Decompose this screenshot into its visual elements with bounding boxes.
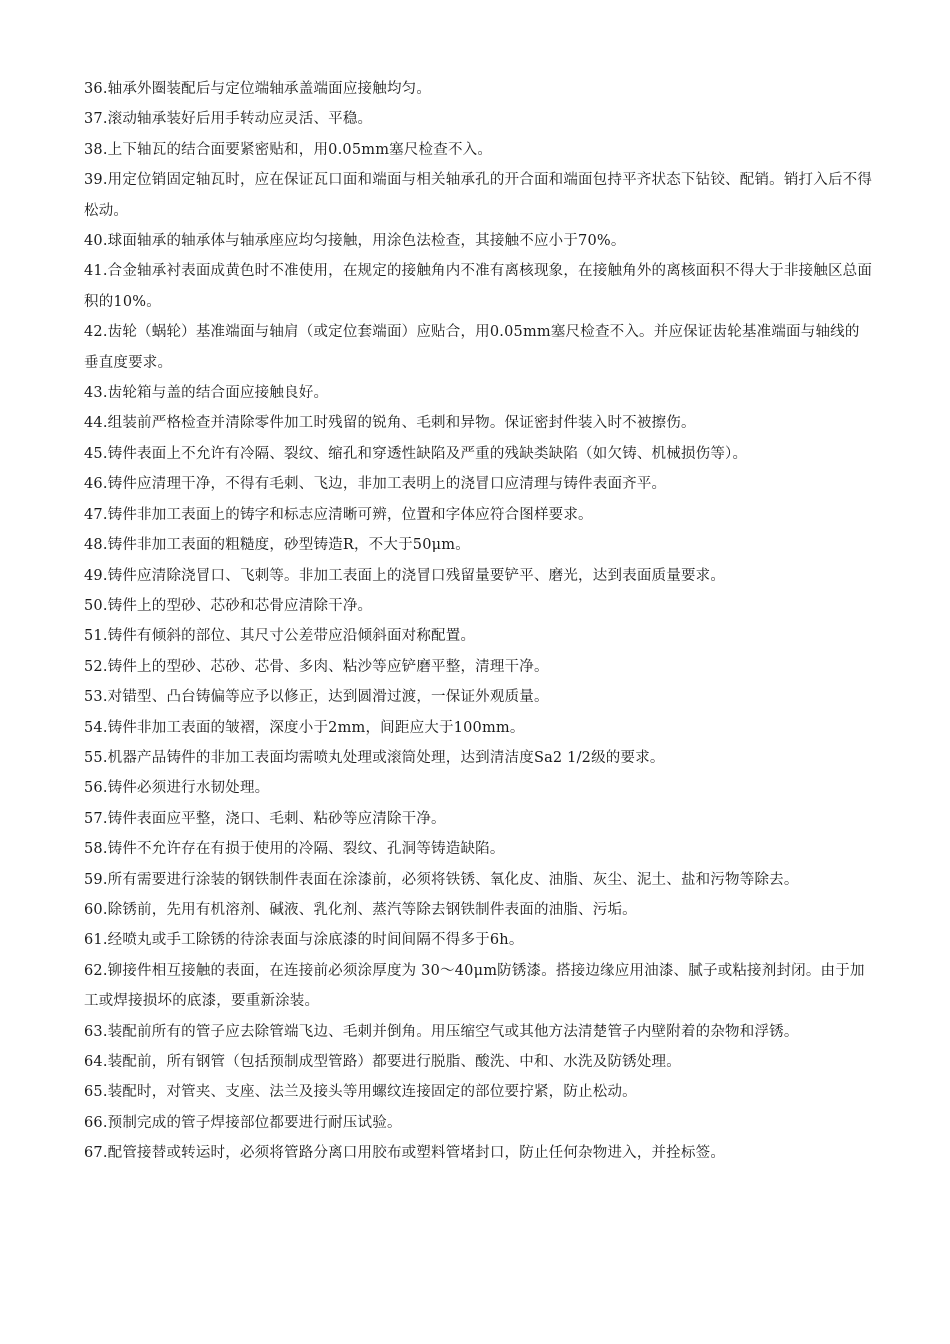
list-item: 50.铸件上的型砂、芯砂和芯骨应清除干净。	[84, 597, 373, 614]
list-item: 66.预制完成的管子焊接部位都要进行耐压试验。	[84, 1114, 402, 1131]
list-item: 51.铸件有倾斜的部位、其尺寸公差带应沿倾斜面对称配置。	[84, 628, 476, 645]
list-item: 54.铸件非加工表面的皱褶，深度小于2mm，间距应大于100mm。	[84, 719, 525, 736]
list-item: 63.装配前所有的管子应去除管端飞边、毛刺并倒角。用压缩空气或其他方法清楚管子内壁附着的杂物和浮锈。	[84, 1023, 799, 1040]
list-item: 61.经喷丸或手工除锈的待涂表面与涂底漆的时间间隔不得多于6h。	[84, 932, 524, 949]
requirements-list	[84, 74, 874, 1169]
list-item: 47.铸件非加工表面上的铸字和标志应清晰可辨，位置和字体应符合图样要求。	[84, 506, 593, 523]
list-item: 38.上下轴瓦的结合面要紧密贴和，用0.05mm塞尺检查不入。	[84, 141, 493, 158]
list-item: 46.铸件应清理干净，不得有毛刺、飞边，非加工表明上的浇冒口应清理与铸件表面齐平。	[84, 476, 667, 493]
list-item: 65.装配时，对管夹、支座、法兰及接头等用螺纹连接固定的部位要拧紧，防止松动。	[84, 1084, 637, 1101]
list-item: 64.装配前，所有钢管（包括预制成型管路）都要进行脱脂、酸洗、中和、水洗及防锈处理。	[84, 1054, 681, 1070]
list-item: 59.所有需要进行涂装的钢铁制件表面在涂漆前，必须将铁锈、氧化皮、油脂、灰尘、泥土、盐和污物等除去。	[84, 871, 799, 888]
list-item: 53.对错型、凸台铸偏等应予以修正，达到圆滑过渡，一保证外观质量。	[84, 689, 549, 706]
list-item: 57.铸件表面应平整，浇口、毛刺、粘砂等应清除干净。	[84, 810, 446, 827]
list-item: 67.配管接替或转运时，必须将管路分离口用胶布或塑料管堵封口，防止任何杂物进入，并拴标签。	[84, 1145, 726, 1162]
list-item: 58.铸件不允许存在有损于使用的冷隔、裂纹、孔洞等铸造缺陷。	[84, 841, 505, 858]
list-item: 39.用定位销固定轴瓦时，应在保证瓦口面和端面与相关轴承孔的开合面和端面包持平齐状态下钻铰、配销。销打入后不得松动。	[84, 172, 873, 219]
list-item: 55.机器产品铸件的非加工表面均需喷丸处理或滚筒处理，达到清洁度Sa2 1/2级的要求。	[84, 749, 665, 766]
list-item: 43.齿轮箱与盖的结合面应接触良好。	[84, 385, 329, 402]
list-item: 40.球面轴承的轴承体与轴承座应均匀接触，用涂色法检查，其接触不应小于70%。	[84, 233, 626, 250]
list-item: 49.铸件应清除浇冒口、飞刺等。非加工表面上的浇冒口残留量要铲平、磨光，达到表面质量要求。	[84, 567, 726, 584]
list-item: 48.铸件非加工表面的粗糙度，砂型铸造R，不大于50μm。	[84, 537, 470, 554]
list-item: 42.齿轮（蜗轮）基准端面与轴肩（或定位套端面）应贴合，用0.05mm塞尺检查不入。并应保证齿轮基准端面与轴线的垂直度要求。	[84, 324, 860, 371]
list-item: 36.轴承外圈装配后与定位端轴承盖端面应接触均匀。	[84, 81, 432, 97]
list-item: 37.滚动轴承装好后用手转动应灵活、平稳。	[84, 111, 373, 128]
list-item: 44.组装前严格检查并清除零件加工时残留的锐角、毛刺和异物。保证密封件装入时不被擦伤。	[84, 415, 696, 432]
list-item: 41.合金轴承衬表面成黄色时不准使用，在规定的接触角内不准有离核现象，在接触角外的离核面积不得大于非接触区总面积的10%。	[84, 263, 873, 310]
list-item: 45.铸件表面上不允许有冷隔、裂纹、缩孔和穿透性缺陷及严重的残缺类缺陷（如欠铸、机械损伤等）。	[84, 445, 748, 462]
list-item: 56.铸件必须进行水韧处理。	[84, 780, 270, 797]
list-item: 52.铸件上的型砂、芯砂、芯骨、多肉、粘沙等应铲磨平整，清理干净。	[84, 658, 549, 675]
list-item: 62.铆接件相互接触的表面，在连接前必须涂厚度为 30～40μm防锈漆。搭接边缘应用油漆、腻子或粘接剂封闭。由于加工或焊接损坏的底漆，要重新涂装。	[84, 962, 865, 1010]
list-item: 60.除锈前，先用有机溶剂、碱液、乳化剂、蒸汽等除去钢铁制件表面的油脂、污垢。	[84, 901, 637, 918]
